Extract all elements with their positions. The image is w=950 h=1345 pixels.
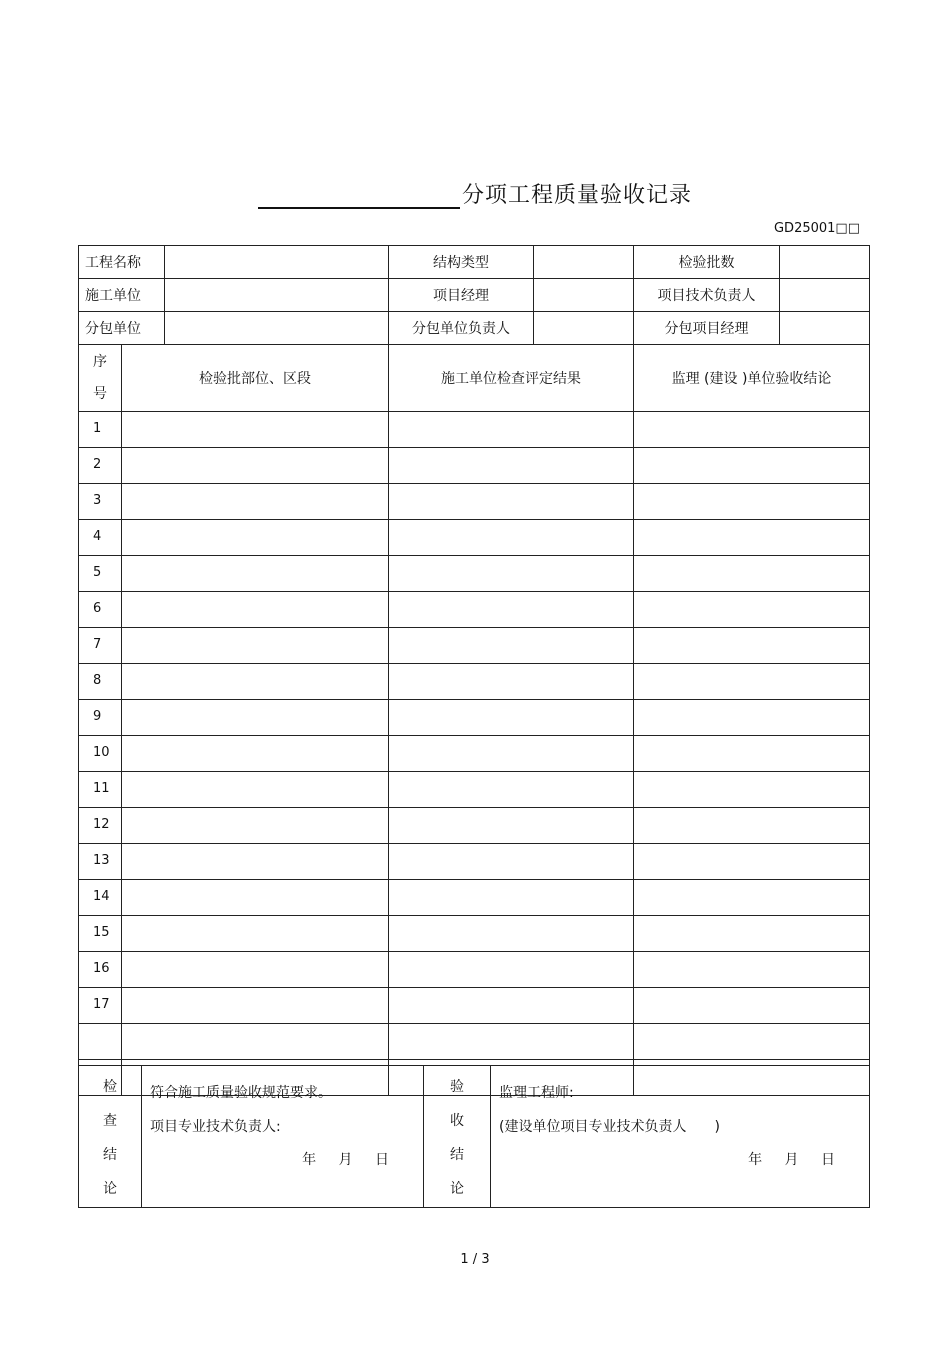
supervisor-conclusion-cell[interactable] (634, 808, 870, 844)
info-label: 分包项目经理 (634, 312, 780, 345)
info-label: 结构类型 (389, 246, 534, 279)
contractor-result-cell[interactable] (389, 772, 634, 808)
label-char: 检 (103, 1079, 117, 1095)
supervisor-conclusion-cell[interactable] (634, 412, 870, 448)
batch-location-cell[interactable] (122, 700, 389, 736)
contractor-result-cell[interactable] (389, 916, 634, 952)
inspection-date: 年 月 日 (302, 1152, 389, 1168)
info-value[interactable] (165, 246, 389, 279)
row-number: 1 (79, 412, 122, 448)
supervisor-conclusion-cell[interactable] (634, 916, 870, 952)
info-value[interactable] (165, 312, 389, 345)
batch-location-cell[interactable] (122, 736, 389, 772)
table-row (79, 880, 870, 916)
table-row (79, 412, 870, 448)
row-number: 9 (79, 700, 122, 736)
info-label: 施工单位 (79, 279, 165, 312)
supervisor-conclusion-cell[interactable] (634, 844, 870, 880)
page-title (0, 178, 950, 209)
header-seq-char: 号 (93, 386, 107, 402)
supervisor-conclusion-cell[interactable] (634, 1024, 870, 1060)
info-label: 分包单位负责人 (389, 312, 534, 345)
batch-location-cell[interactable] (122, 520, 389, 556)
row-number: 11 (79, 772, 122, 808)
batch-location-cell[interactable] (122, 1024, 389, 1060)
supervisor-conclusion-cell[interactable] (634, 592, 870, 628)
label-char: 结 (103, 1147, 117, 1163)
row-number: 3 (79, 484, 122, 520)
table-row (79, 664, 870, 700)
label-char: 收 (450, 1113, 464, 1129)
table-row (79, 988, 870, 1024)
row-number: 8 (79, 664, 122, 700)
technical-lead-signature: 项目专业技术负责人: (150, 1119, 281, 1135)
batch-location-cell[interactable] (122, 988, 389, 1024)
label-char: 查 (103, 1113, 117, 1129)
supervisor-conclusion-cell[interactable] (634, 988, 870, 1024)
header-contractor-result: 施工单位检查评定结果 (389, 345, 634, 412)
row-number: 12 (79, 808, 122, 844)
table-row (79, 844, 870, 880)
inspection-rows (79, 412, 870, 1096)
batch-location-cell[interactable] (122, 592, 389, 628)
form-code: GD25001□□ (773, 221, 860, 236)
batch-location-cell[interactable] (122, 412, 389, 448)
contractor-result-cell[interactable] (389, 880, 634, 916)
batch-location-cell[interactable] (122, 772, 389, 808)
header-supervisor-conclusion: 监理 (建设 )单位验收结论 (634, 345, 870, 412)
info-row (79, 312, 870, 345)
row-number: 13 (79, 844, 122, 880)
supervisor-conclusion-cell[interactable] (634, 772, 870, 808)
info-value[interactable] (780, 279, 870, 312)
row-number: 6 (79, 592, 122, 628)
info-value[interactable] (780, 312, 870, 345)
acceptance-date: 年 月 日 (748, 1152, 835, 1168)
table-row (79, 700, 870, 736)
row-number: 15 (79, 916, 122, 952)
info-value[interactable] (534, 312, 634, 345)
row-number: 10 (79, 736, 122, 772)
contractor-result-cell[interactable] (389, 448, 634, 484)
table-row (79, 556, 870, 592)
contractor-result-cell[interactable] (389, 1024, 634, 1060)
table-row (79, 484, 870, 520)
acceptance-conclusion-label (424, 1066, 491, 1208)
batch-location-cell[interactable] (122, 916, 389, 952)
row-number (79, 1024, 122, 1060)
row-number: 17 (79, 988, 122, 1024)
contractor-result-cell[interactable] (389, 736, 634, 772)
contractor-result-cell[interactable] (389, 592, 634, 628)
supervisor-conclusion-cell[interactable] (634, 736, 870, 772)
info-value[interactable] (534, 279, 634, 312)
inspection-conclusion-label (79, 1066, 142, 1208)
header-seq-char: 序 (93, 354, 107, 370)
table-row (79, 736, 870, 772)
label-char: 论 (450, 1181, 464, 1197)
contractor-result-cell[interactable] (389, 664, 634, 700)
info-label: 项目技术负责人 (634, 279, 780, 312)
batch-location-cell[interactable] (122, 484, 389, 520)
info-row (79, 246, 870, 279)
contractor-result-cell[interactable] (389, 520, 634, 556)
row-number: 14 (79, 880, 122, 916)
row-number: 2 (79, 448, 122, 484)
batch-location-cell[interactable] (122, 556, 389, 592)
title-text: 分项工程质量验收记录 (461, 183, 692, 208)
table-header-row (79, 345, 870, 412)
table-row (79, 808, 870, 844)
supervisor-signature: 监理工程师: (499, 1085, 574, 1101)
info-label: 检验批数 (634, 246, 780, 279)
table-row (79, 592, 870, 628)
table-row (79, 448, 870, 484)
contractor-result-cell[interactable] (389, 952, 634, 988)
title-blank-line[interactable] (258, 183, 460, 209)
table-row (79, 1024, 870, 1060)
supervisor-conclusion-cell[interactable] (634, 520, 870, 556)
label-char: 验 (450, 1079, 464, 1095)
label-char: 结 (450, 1147, 464, 1163)
contractor-result-cell[interactable] (389, 700, 634, 736)
contractor-result-cell[interactable] (389, 556, 634, 592)
row-number: 4 (79, 520, 122, 556)
info-label: 工程名称 (79, 246, 165, 279)
contractor-result-cell[interactable] (389, 988, 634, 1024)
header-batch-location: 检验批部位、区段 (122, 345, 389, 412)
supervisor-conclusion-cell[interactable] (634, 628, 870, 664)
acceptance-conclusion-content[interactable] (491, 1066, 870, 1208)
contractor-result-cell[interactable] (389, 808, 634, 844)
table-row (79, 628, 870, 664)
row-number: 16 (79, 952, 122, 988)
batch-location-cell[interactable] (122, 808, 389, 844)
supervisor-conclusion-cell[interactable] (634, 952, 870, 988)
contractor-result-cell[interactable] (389, 844, 634, 880)
supervisor-conclusion-cell[interactable] (634, 556, 870, 592)
batch-location-cell[interactable] (122, 952, 389, 988)
info-label: 项目经理 (389, 279, 534, 312)
batch-location-cell[interactable] (122, 844, 389, 880)
page-number: 1 / 3 (460, 1252, 490, 1267)
batch-location-cell[interactable] (122, 664, 389, 700)
info-value[interactable] (534, 246, 634, 279)
table-row (79, 916, 870, 952)
supervisor-conclusion-cell[interactable] (634, 448, 870, 484)
batch-location-cell[interactable] (122, 880, 389, 916)
info-row (79, 279, 870, 312)
info-value[interactable] (780, 246, 870, 279)
batch-location-cell[interactable] (122, 448, 389, 484)
batch-location-cell[interactable] (122, 628, 389, 664)
row-number: 7 (79, 628, 122, 664)
supervisor-conclusion-cell[interactable] (634, 484, 870, 520)
table-row (79, 772, 870, 808)
inspection-conclusion-content[interactable] (142, 1066, 424, 1208)
contractor-result-cell[interactable] (389, 412, 634, 448)
owner-technical-lead-signature: (建设单位项目专业技术负责人 ) (499, 1119, 720, 1135)
supervisor-conclusion-cell[interactable] (634, 880, 870, 916)
contractor-result-cell[interactable] (389, 628, 634, 664)
conclusion-table (78, 1065, 870, 1208)
label-char: 论 (103, 1181, 117, 1197)
table-row (79, 520, 870, 556)
supervisor-conclusion-cell[interactable] (634, 664, 870, 700)
info-label: 分包单位 (79, 312, 165, 345)
supervisor-conclusion-cell[interactable] (634, 700, 870, 736)
acceptance-form-table (78, 245, 870, 1096)
header-seq (79, 345, 122, 412)
row-number: 5 (79, 556, 122, 592)
contractor-result-cell[interactable] (389, 484, 634, 520)
info-value[interactable] (165, 279, 389, 312)
table-row (79, 952, 870, 988)
compliance-statement: 符合施工质量验收规范要求。 (150, 1085, 332, 1101)
